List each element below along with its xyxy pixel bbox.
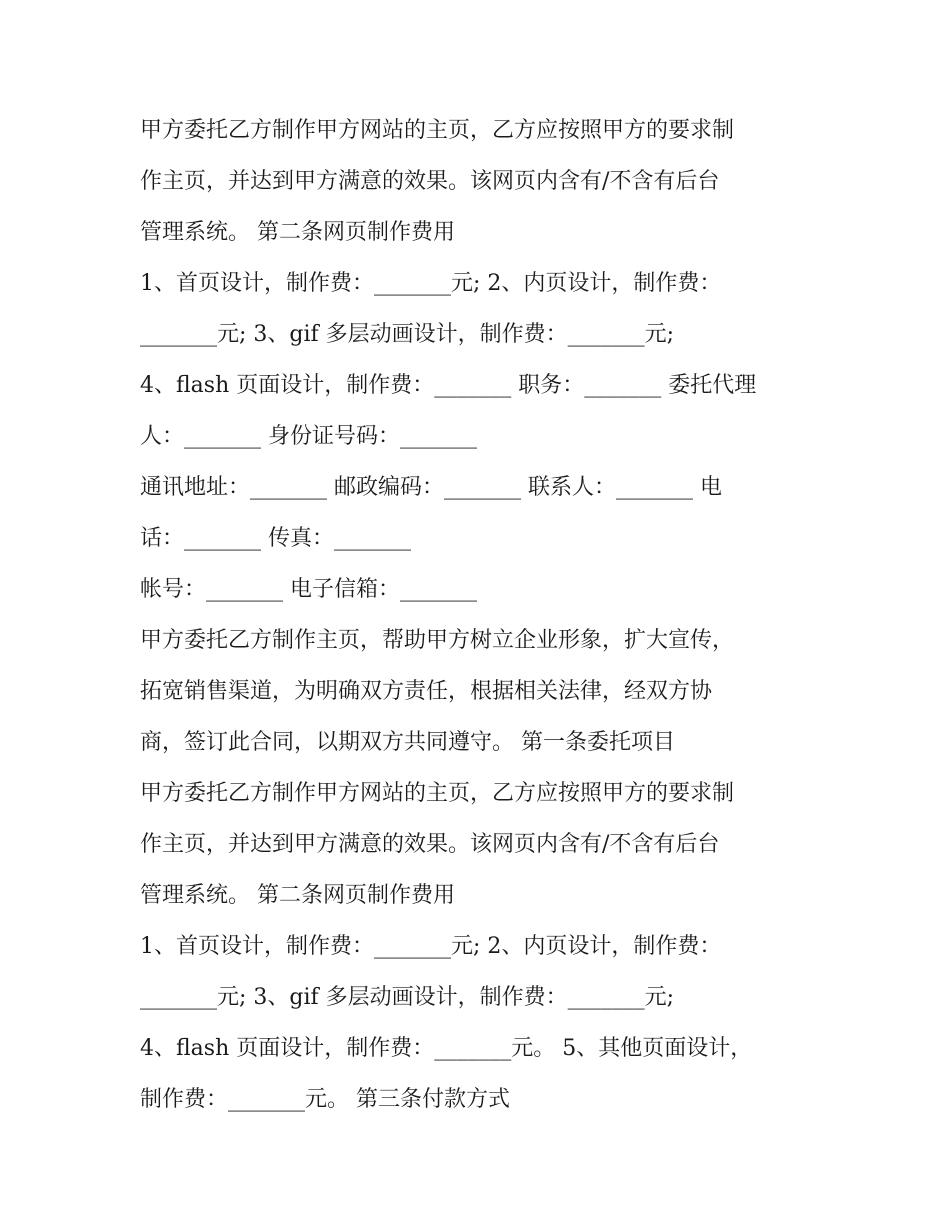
text-line: 管理系统。 第二条网页制作费用: [140, 883, 455, 908]
text-line: 通讯地址：_______ 邮政编码：_______ 联系人：_______ 电: [140, 475, 722, 500]
text-line: 商，签订此合同，以期双方共同遵守。 第一条委托项目: [140, 730, 675, 755]
text-line: 拓宽销售渠道，为明确双方责任，根据相关法律，经双方协: [140, 679, 713, 704]
text-line: 管理系统。 第二条网页制作费用: [140, 220, 455, 245]
text-line: 作主页，并达到甲方满意的效果。该网页内含有/不含有后台: [140, 169, 720, 194]
text-line: 作主页，并达到甲方满意的效果。该网页内含有/不含有后台: [140, 832, 720, 857]
text-line: 1、首页设计，制作费：_______元; 2、内页设计，制作费：: [140, 271, 722, 296]
text-line: 甲方委托乙方制作甲方网站的主页，乙方应按照甲方的要求制: [140, 118, 735, 143]
text-line: 话：_______ 传真：_______: [140, 526, 411, 551]
text-line: 帐号：_______ 电子信箱：_______: [140, 577, 477, 602]
text-line: _______元; 3、gif 多层动画设计，制作费：_______元;: [140, 322, 675, 347]
text-line: 制作费：_______元。 第三条付款方式: [140, 1087, 510, 1112]
document-body: [140, 105, 830, 1125]
text-line: 1、首页设计，制作费：_______元; 2、内页设计，制作费：: [140, 934, 722, 959]
text-line: 甲方委托乙方制作甲方网站的主页，乙方应按照甲方的要求制: [140, 781, 735, 806]
text-line: 人：_______ 身份证号码：_______: [140, 424, 477, 449]
text-line: 4、flash 页面设计，制作费：_______ 职务：_______ 委托代理: [140, 373, 757, 398]
text-line: _______元; 3、gif 多层动画设计，制作费：_______元;: [140, 985, 675, 1010]
text-line: 4、flash 页面设计，制作费：_______元。 5、其他页面设计，: [140, 1036, 753, 1061]
text-line: 甲方委托乙方制作主页，帮助甲方树立企业形象，扩大宣传，: [140, 628, 735, 653]
